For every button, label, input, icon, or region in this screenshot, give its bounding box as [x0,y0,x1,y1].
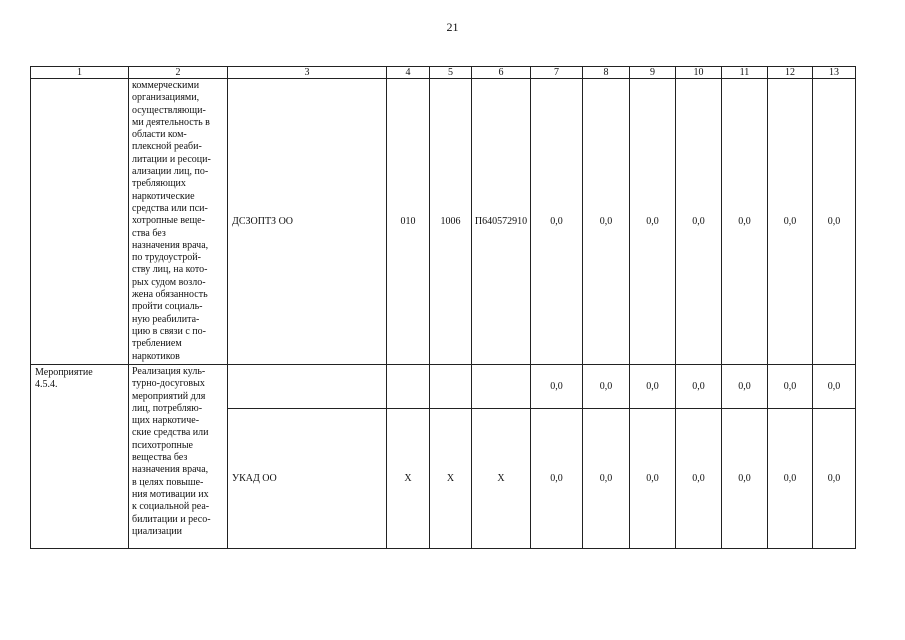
header-col-2: 2 [129,67,228,79]
header-col-8: 8 [583,67,630,79]
value-cell: 0,0 [676,409,722,549]
rzpr-cell: Х [430,409,472,549]
header-row [31,67,856,79]
value-cell: 0,0 [630,365,676,409]
value-cell: 0,0 [630,79,676,365]
header-col-6: 6 [472,67,531,79]
value-cell: 0,0 [583,365,630,409]
header-col-3: 3 [228,67,387,79]
csr-cell [472,365,531,409]
event-label-text: Мероприятие 4.5.4. [35,367,93,390]
value-cell: 0,0 [676,79,722,365]
value-cell: 0,0 [722,409,768,549]
rzpr-cell: 1006 [430,79,472,365]
header-col-9: 9 [630,67,676,79]
event-cell-empty [31,79,129,365]
grbs-cell: 010 [387,79,430,365]
event-name-cell [129,365,228,549]
value-cell: 0,0 [768,79,813,365]
value-cell: 0,0 [813,365,856,409]
header-col-12: 12 [768,67,813,79]
value-cell: 0,0 [630,409,676,549]
executor-cell [228,365,387,409]
page-number: 21 [446,20,459,34]
value-cell: 0,0 [531,79,583,365]
executor-cell: ДСЗОПТЗ ОО [228,79,387,365]
executor-cell: УКАД ОО [228,409,387,549]
value-cell: 0,0 [531,409,583,549]
value-cell: 0,0 [583,409,630,549]
header-col-11: 11 [722,67,768,79]
header-col-1: 1 [31,67,129,79]
value-cell: 0,0 [722,365,768,409]
event-label-cell [31,365,129,549]
header-col-10: 10 [676,67,722,79]
value-cell: 0,0 [813,409,856,549]
event-name-text: коммерческими организациями, осуществляющи- ми деятельность в области ком- плексной реаби- литации и ресоци- ализации лиц, по- требляющих наркотические средства или пси- хотропные веще- ства без назначения врача, по трудоустрой- ству лиц, на кото- рых судом возло- жена обязанность пройти социаль- ную реабилита- цию в связи с по- треблением наркотиков [132,80,211,362]
value-cell: 0,0 [722,79,768,365]
header-col-7: 7 [531,67,583,79]
value-cell: 0,0 [531,365,583,409]
value-cell: 0,0 [676,365,722,409]
value-cell: 0,0 [583,79,630,365]
grbs-cell: Х [387,409,430,549]
header-col-13: 13 [813,67,856,79]
header-col-4: 4 [387,67,430,79]
value-cell: 0,0 [768,409,813,549]
value-cell: 0,0 [813,79,856,365]
table-row [31,365,856,409]
event-name-text: Реализация куль- турно-досуговых мероприятий для лиц, потребляю- щих наркотиче- ские средства или психотропные вещества без назначения врача, в целях повыше- ния мотивации их к социальной реа- билитации и ресо- циализации [132,366,211,537]
value-cell: 0,0 [768,365,813,409]
header-col-5: 5 [430,67,472,79]
csr-cell: Х [472,409,531,549]
event-name-cell [129,79,228,365]
table-row [31,79,856,365]
rzpr-cell [430,365,472,409]
budget-table [30,66,856,549]
csr-cell: П640572910 [472,79,531,365]
grbs-cell [387,365,430,409]
